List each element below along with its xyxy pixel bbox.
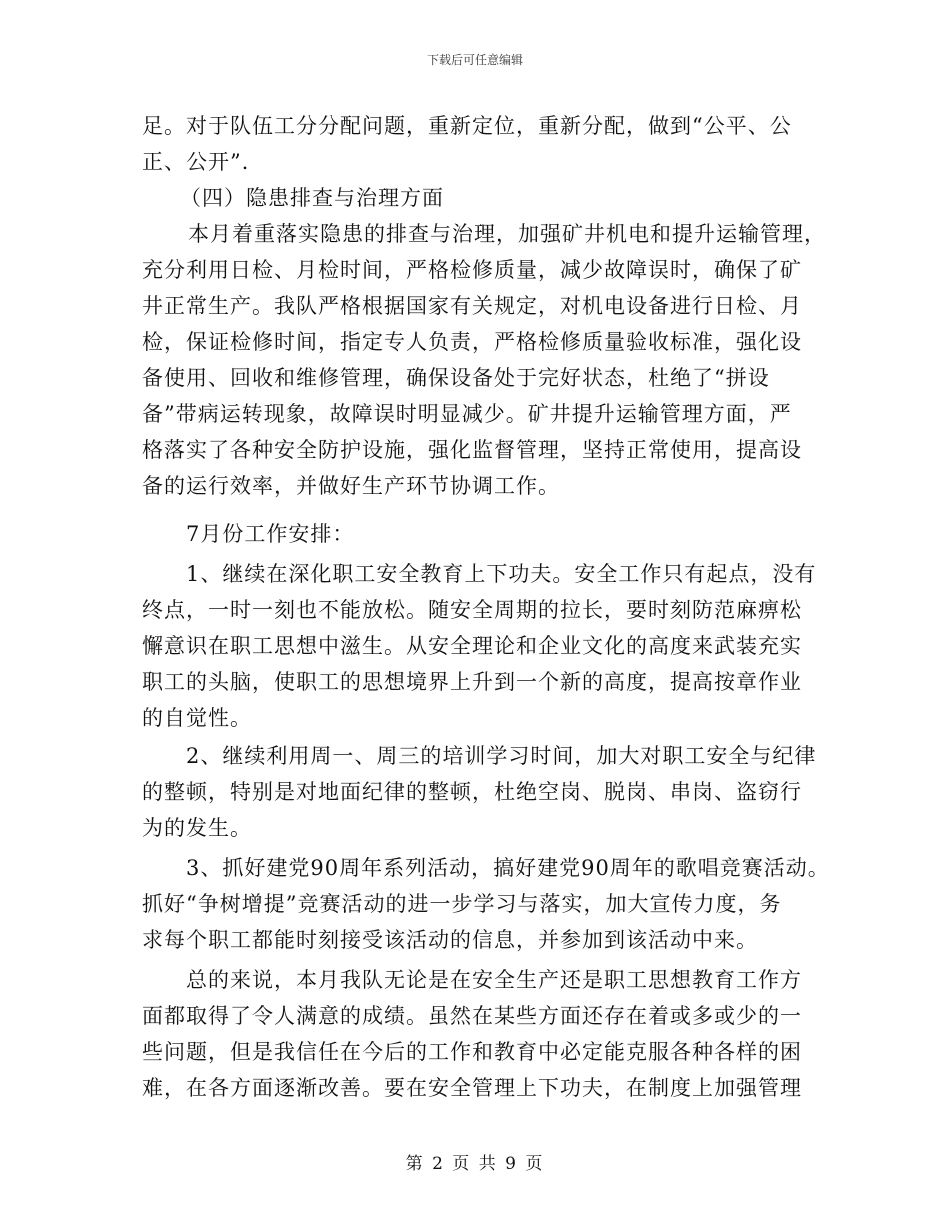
text-line: 懈意识在职工思想中滋生。从安全理论和企业文化的高度来武装充实 xyxy=(142,634,802,658)
text-line: 难，在各方面逐渐改善。要在安全管理上下功夫，在制度上加强管理 xyxy=(142,1076,802,1100)
text-line: 本月着重落实隐患的排查与治理，加强矿井机电和提升运输管理， xyxy=(188,222,826,246)
text-line: 正、公开”． xyxy=(142,150,264,174)
page-number: 第 2 页 共 9 页 xyxy=(405,1154,545,1174)
text-line: 的自觉性。 xyxy=(142,706,252,730)
text-line: 备使用、回收和维修管理，确保设备处于完好状态，杜绝了“拼设 xyxy=(142,366,770,390)
text-line: 抓好“争树增提”竞赛活动的进一步学习与落实，加大宣传力度，务 xyxy=(142,892,782,916)
text-line: 备”带病运转现象，故障误时明显减少。矿井提升运输管理方面，严 xyxy=(142,402,792,426)
text-line: 足。对于队伍工分分配问题，重新定位，重新分配，做到“公平、公 xyxy=(142,114,792,138)
section-heading: 7月份工作安排： xyxy=(186,522,355,546)
text-line: 3、抓好建党90周年系列活动，搞好建党90周年的歌唱竞赛活动。 xyxy=(186,856,830,880)
page-header-note: 下载后可任意编辑 xyxy=(426,53,523,67)
text-line: 充分利用日检、月检时间，严格检修质量，减少故障误时，确保了矿 xyxy=(142,258,802,282)
text-line: 2、继续利用周一、周三的培训学习时间，加大对职工安全与纪律 xyxy=(186,744,817,768)
section-heading: （四）隐患排查与治理方面 xyxy=(180,186,444,210)
text-line: 终点，一时一刻也不能放松。随安全周期的拉长，要时刻防范麻痹松 xyxy=(142,598,802,622)
text-line: 总的来说，本月我队无论是在安全生产还是职工思想教育工作方 xyxy=(186,968,802,992)
text-line: 求每个职工都能时刻接受该活动的信息，并参加到该活动中来。 xyxy=(142,928,758,952)
text-line: 些问题，但是我信任在今后的工作和教育中必定能克服各种各样的困 xyxy=(142,1040,802,1064)
text-line: 备的运行效率，并做好生产环节协调工作。 xyxy=(142,474,560,498)
text-line: 检，保证检修时间，指定专人负责，严格检修质量验收标准，强化设 xyxy=(142,330,802,354)
text-line: 面都取得了令人满意的成绩。虽然在某些方面还存在着或多或少的一 xyxy=(142,1004,802,1028)
text-line: 井正常生产。我队严格根据国家有关规定，对机电设备进行日检、月 xyxy=(142,294,802,318)
text-line: 的整顿，特别是对地面纪律的整顿，杜绝空岗、脱岗、串岗、盗窃行 xyxy=(142,780,802,804)
text-line: 为的发生。 xyxy=(142,816,252,840)
text-line: 格落实了各种安全防护设施，强化监督管理，坚持正常使用，提高设 xyxy=(142,438,802,462)
text-line: 1、继续在深化职工安全教育上下功夫。安全工作只有起点，没有 xyxy=(186,562,817,586)
text-line: 职工的头脑，使职工的思想境界上升到一个新的高度，提高按章作业 xyxy=(142,670,802,694)
